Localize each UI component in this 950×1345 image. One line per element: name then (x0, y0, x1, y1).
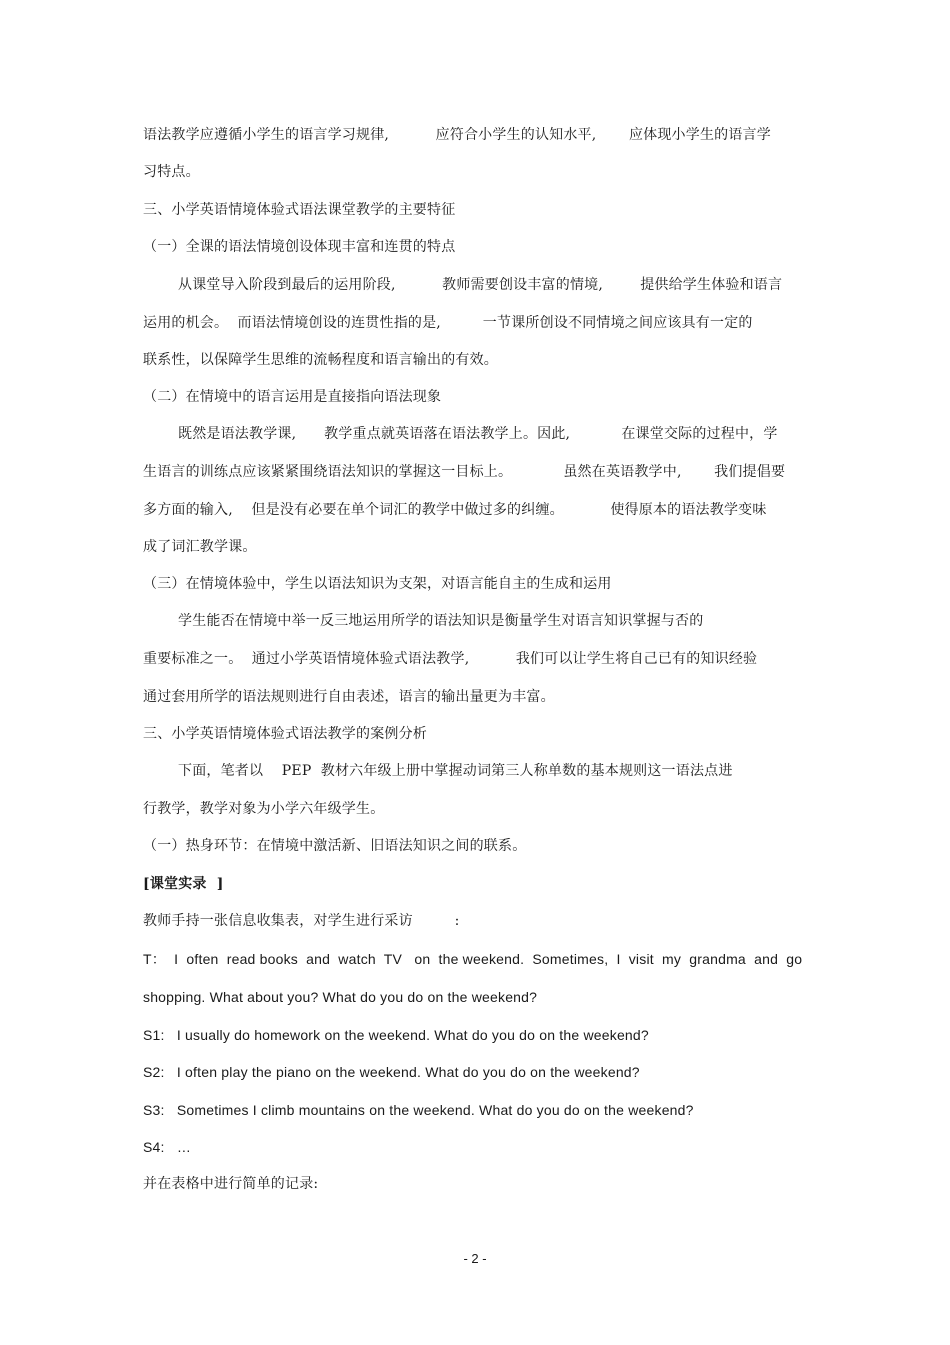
dialogue-line: S2: I often play the piano on the weekend. What do you do on the weekend? (143, 1064, 640, 1080)
paragraph-line: 并在表格中进行简单的记录: (143, 1176, 319, 1192)
paragraph-line: 运用的机会。 而语法情境创设的连贯性指的是, 一节课所创设不同情境之间应该具有一定的 (143, 315, 753, 331)
paragraph-line: 教师手持一张信息收集表，对学生进行采访 : (143, 913, 460, 929)
paragraph-line: 多方面的输入, 但是没有必要在单个词汇的教学中做过多的纠缠。 使得原本的语法教学变味 (143, 502, 767, 518)
paragraph-line: 既然是语法教学课, 教学重点就英语落在语法教学上。因此, 在课堂交际的过程中，学 (178, 426, 778, 442)
paragraph-line: 成了词汇教学课。 (143, 539, 257, 555)
paragraph-line: 重要标准之一。 通过小学英语情境体验式语法教学, 我们可以让学生将自己已有的知识经验 (143, 651, 758, 667)
paragraph-line: 语法教学应遵循小学生的语言学习规律, 应符合小学生的认知水平, 应体现小学生的语言学 (143, 127, 771, 143)
dialogue-line: shopping. What about you? What do you do on the weekend? (143, 989, 538, 1005)
subsection-heading: （三）在情境体验中，学生以语法知识为支架，对语言能自主的生成和运用 (143, 576, 612, 592)
subsection-heading: （一）热身环节：在情境中激活新、旧语法知识之间的联系。 (143, 838, 527, 854)
subsection-heading: （一）全课的语法情境创设体现丰富和连贯的特点 (143, 239, 456, 255)
dialogue-line: S4: … (143, 1139, 192, 1155)
paragraph-line: 联系性，以保障学生思维的流畅程度和语言输出的有效。 (143, 352, 498, 368)
paragraph-line: 生语言的训练点应该紧紧围绕语法知识的掌握这一目标上。 虽然在英语教学中, 我们提倡要 (143, 464, 786, 480)
subsection-heading: （二）在情境中的语言运用是直接指向语法现象 (143, 389, 442, 405)
paragraph-line: 从课堂导入阶段到最后的运用阶段, 教师需要创设丰富的情境, 提供给学生体验和语言 (178, 277, 783, 293)
paragraph-line: 学生能否在情境中举一反三地运用所学的语法知识是衡量学生对语言知识掌握与否的 (178, 613, 704, 629)
section-heading: 三、小学英语情境体验式语法课堂教学的主要特征 (143, 202, 456, 218)
paragraph-line: 行教学，教学对象为小学六年级学生。 (143, 801, 385, 817)
classroom-record-label: [课堂实录 ] (143, 876, 224, 892)
page-number: - 2 - (463, 1251, 487, 1266)
paragraph-line: 下面，笔者以 PEP 教材六年级上册中掌握动词第三人称单数的基本规则这一语法点进 (178, 763, 733, 779)
dialogue-line: T： I often read books and watch TV on the weekend. Sometimes, I visit my grandma and go (143, 951, 803, 967)
paragraph-line: 习特点。 (143, 164, 200, 180)
dialogue-line: S3: Sometimes I climb mountains on the weekend. What do you do on the weekend? (143, 1102, 694, 1118)
section-heading: 三、小学英语情境体验式语法教学的案例分析 (143, 726, 427, 742)
dialogue-line: S1: I usually do homework on the weekend. What do you do on the weekend? (143, 1027, 649, 1043)
paragraph-line: 通过套用所学的语法规则进行自由表述，语言的输出量更为丰富。 (143, 689, 555, 705)
